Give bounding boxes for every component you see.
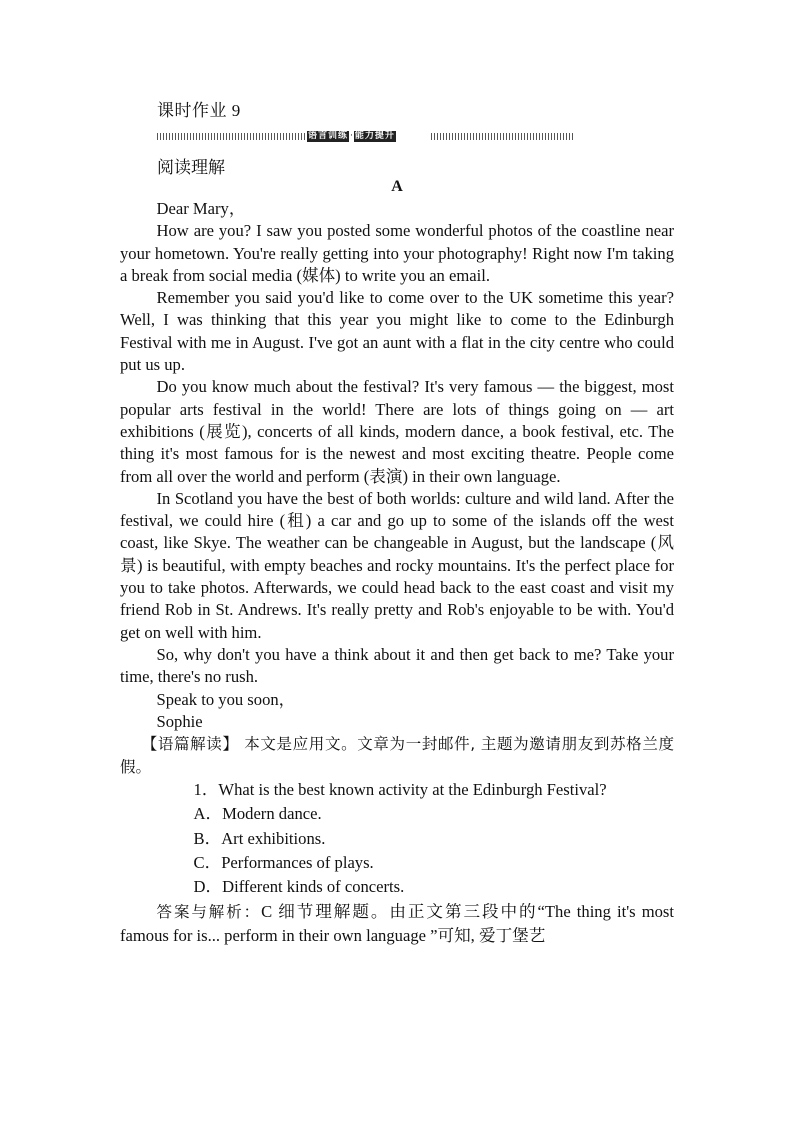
question-stem	[120, 778, 674, 802]
option-c	[120, 851, 674, 875]
letter-paragraph: How are you? I saw you posted some wonderful photos of the coastline near your hometown. You're really getting into your photography! Right now I'm taking a break from social media (媒体) to write you an email.	[120, 221, 674, 285]
letter-paragraph: In Scotland you have the best of both worlds: culture and wild land. After the festival, we could hire (租) a car and go up to some of the islands off the west coast, like Skye. The weather can be changeable in August, but the landscape (风景) is beautiful, with empty beaches and rocky mountains. It's the perfect place for you to take photos. Afterwards, we could head back to the east coast and visit my friend Rob in St. Andrews. It's really pretty and Rob's enjoyable to be with. You'd get on well with him.	[120, 488, 674, 642]
part-label: A	[391, 178, 403, 195]
option-letter: A．	[193, 804, 223, 824]
option-text: Modern dance.	[222, 804, 322, 824]
option-text: Art exhibitions.	[221, 828, 326, 848]
reading-passage	[120, 198, 674, 948]
answer-explanation	[120, 900, 674, 948]
option-d	[120, 875, 674, 899]
banner-tag-ability: 能力提升	[354, 130, 395, 141]
letter-salutation: Dear Mary，	[156, 199, 246, 218]
banner-hatch-right	[431, 133, 573, 140]
letter-paragraph: So, why don't you have a think about it and then get back to me? Take your time, there's no rush.	[120, 644, 674, 687]
section-banner	[157, 130, 573, 142]
letter-signature: Sophie	[156, 711, 203, 731]
banner-tags	[307, 130, 396, 142]
page-title: 课时作业 9	[157, 101, 241, 120]
analysis-text: 本文是应用文。文章为一封邮件, 主题为邀请朋友到苏格兰度假。	[120, 735, 674, 776]
analysis-label: 【语篇解读】	[141, 735, 239, 754]
banner-hatch-left	[157, 133, 305, 140]
letter-paragraph: Remember you said you'd like to come over to the UK sometime this year? Well, I was thinking that this year you might like to come to the Edinburgh Festival with me in August. I've got an aunt with a flat in the city centre who could put us up.	[120, 288, 674, 375]
banner-tag-language: 语言训练	[308, 130, 349, 141]
answer-label: 答案与解析：	[156, 902, 262, 921]
option-letter: B．	[193, 828, 222, 848]
option-text: Performances of plays.	[221, 853, 374, 873]
option-b	[120, 827, 674, 851]
option-letter: C．	[193, 853, 222, 873]
passage-analysis	[120, 733, 674, 778]
section-heading: 阅读理解	[157, 158, 225, 177]
question-number: 1．	[193, 780, 219, 800]
letter-paragraph: Do you know much about the festival? It's very famous — the biggest, most popular arts festival in the world! There are lots of things going on — art exhibitions (展览), concerts of all kinds, modern dance, a book festival, etc. The thing it's most famous for is the newest and most exciting theatre. People come from all over the world and perform (表演) in their own language.	[120, 377, 674, 486]
question-text: What is the best known activity at the Edinburgh Festival?	[218, 780, 607, 800]
answer-text: 细节理解题。由正文第三段中的“The thing it's most famous for is... perform in their own language ”可知, 爱丁堡艺	[120, 901, 674, 945]
answer-choice: C	[261, 901, 273, 921]
option-a	[120, 802, 674, 826]
letter-closing: Speak to you soon，	[156, 689, 296, 709]
banner-separator: ·	[350, 131, 353, 141]
option-text: Different kinds of concerts.	[222, 877, 405, 897]
option-letter: D．	[193, 877, 223, 897]
